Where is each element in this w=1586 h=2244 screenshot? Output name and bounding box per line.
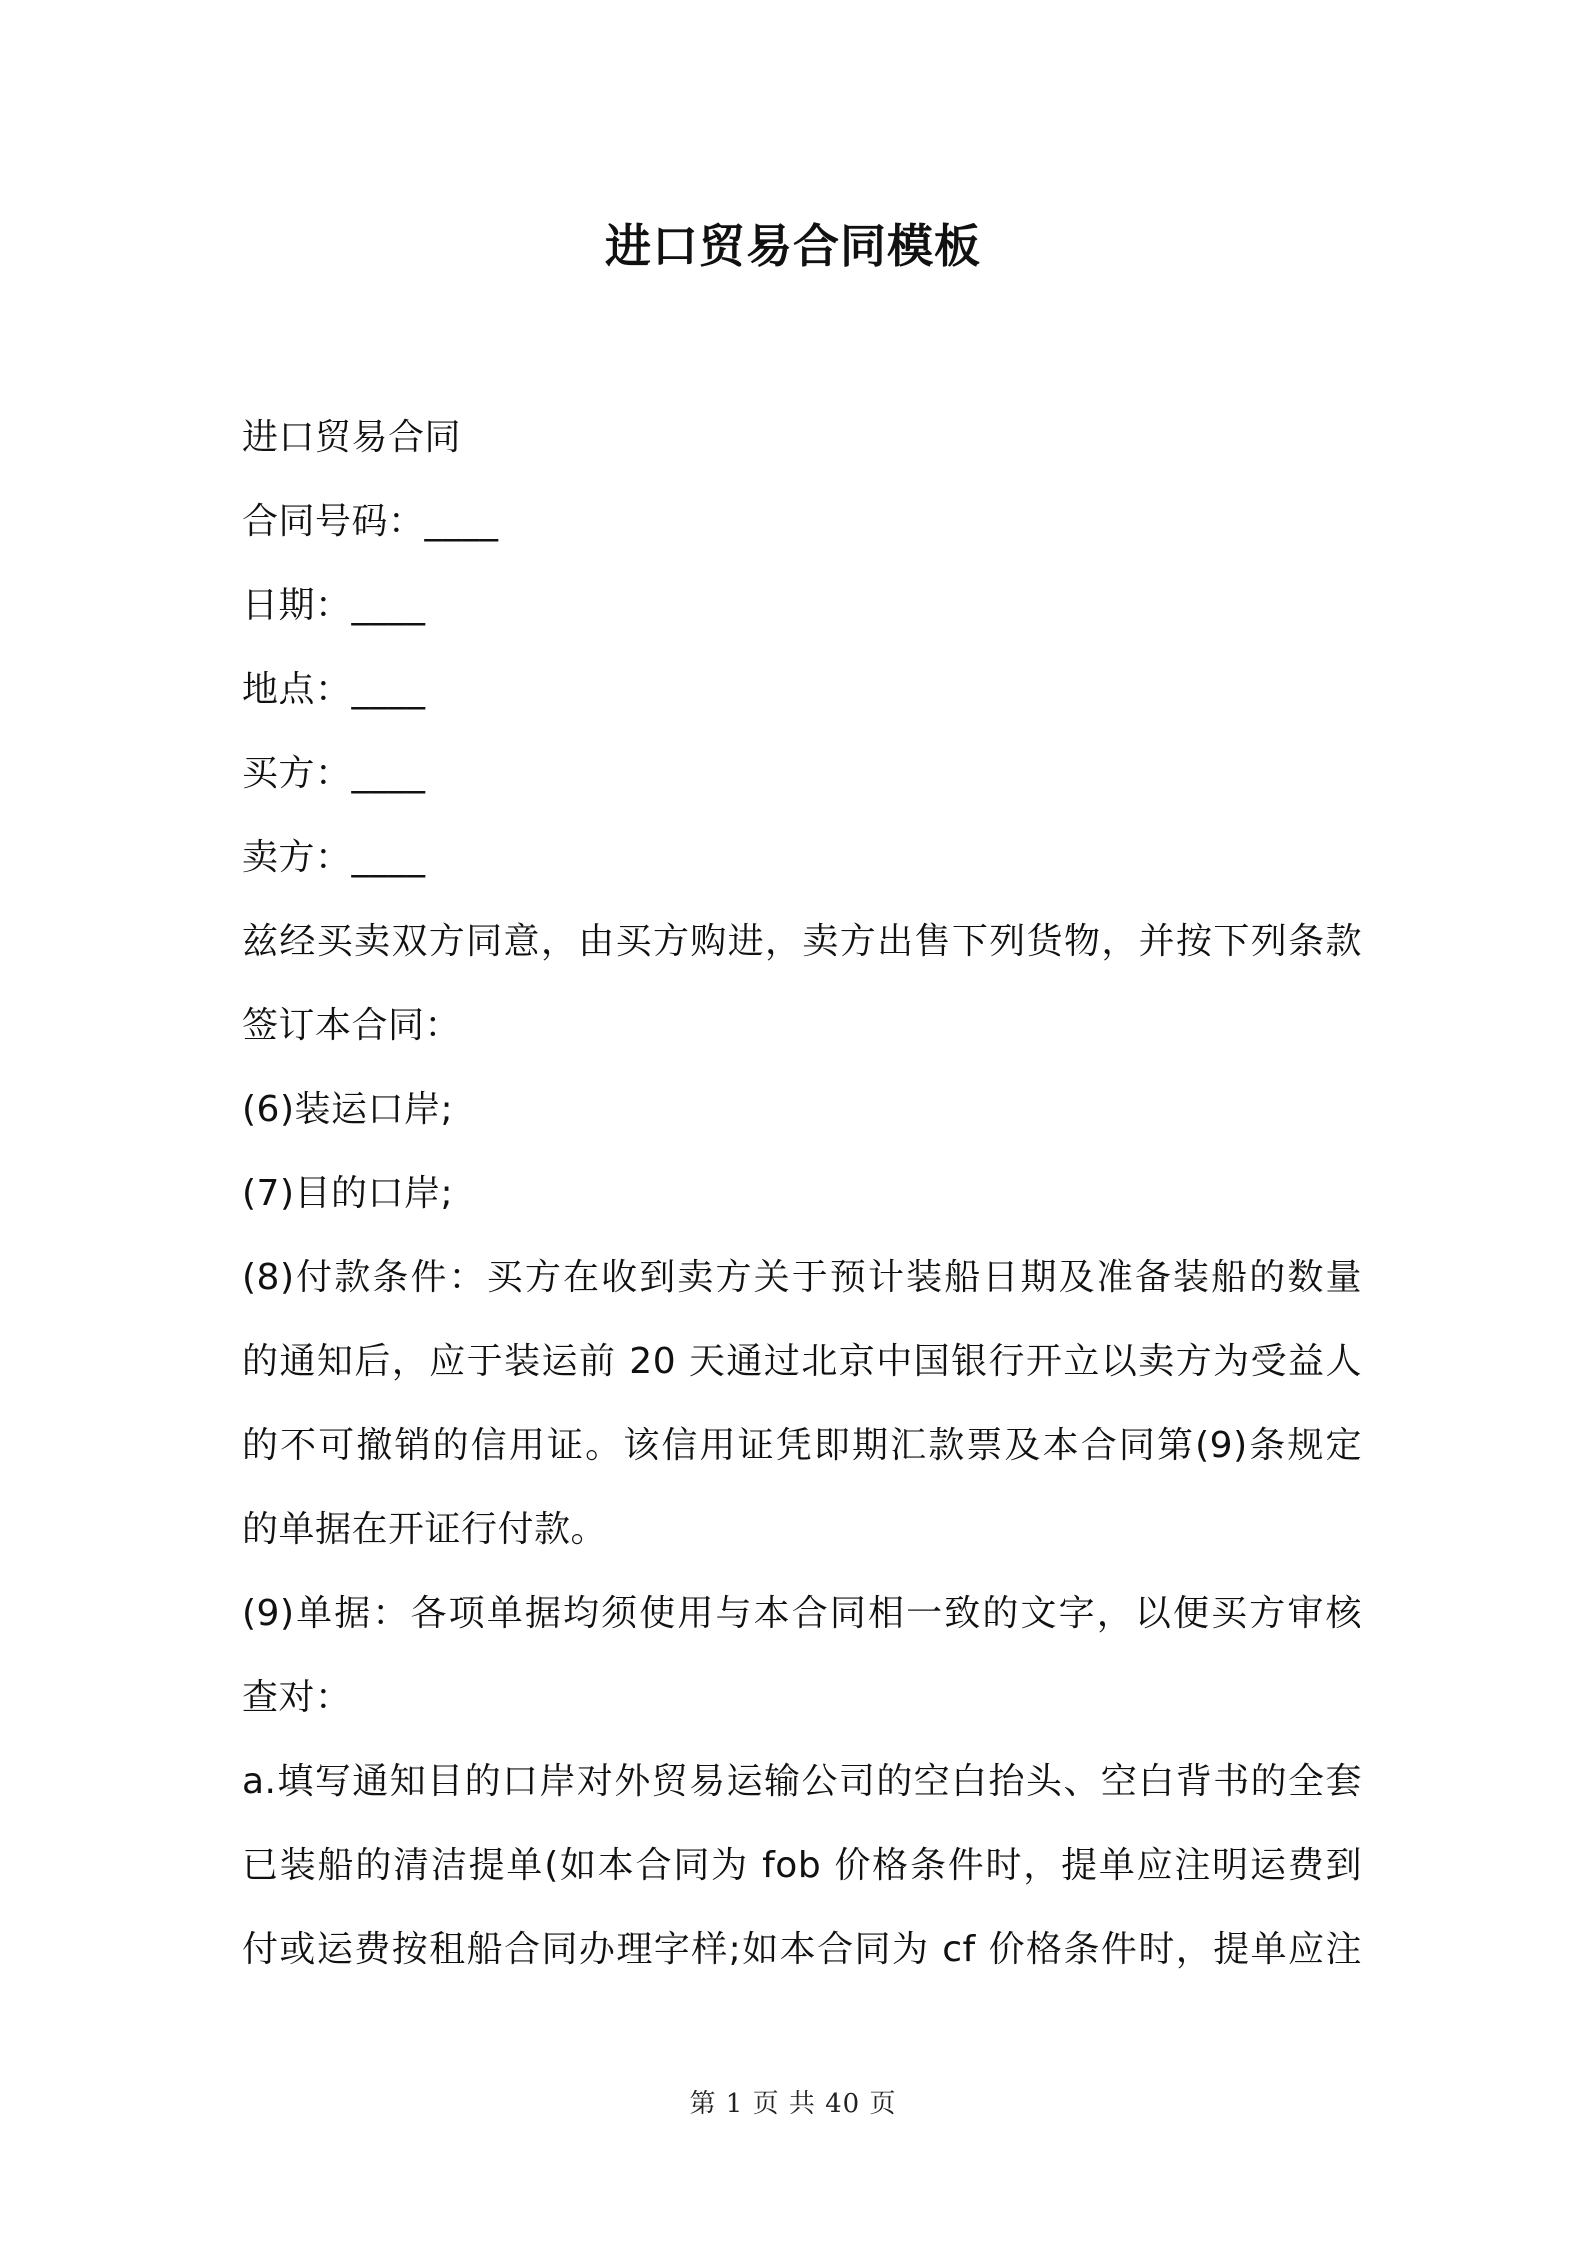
body-line: 的不可撤销的信用证。该信用证凭即期汇款票及本合同第(9)条规定 xyxy=(242,1425,1362,1466)
document-body xyxy=(242,396,1362,1992)
body-line: 买方：____ xyxy=(242,753,426,794)
body-line: (9)单据：各项单据均须使用与本合同相一致的文字，以便买方审核 xyxy=(242,1593,1362,1634)
body-line: 卖方：____ xyxy=(242,837,426,878)
body-line: a.填写通知目的口岸对外贸易运输公司的空白抬头、空白背书的全套 xyxy=(242,1761,1362,1802)
body-line: 查对： xyxy=(242,1677,352,1718)
document-title: 进口贸易合同模板 xyxy=(605,219,981,273)
page-number-footer: 第 1 页 共 40 页 xyxy=(689,2089,897,2119)
body-line: (8)付款条件：买方在收到卖方关于预计装船日期及准备装船的数量 xyxy=(242,1257,1362,1298)
body-line: 兹经买卖双方同意，由买方购进，卖方出售下列货物，并按下列条款 xyxy=(242,921,1362,962)
body-line: (6)装运口岸; xyxy=(242,1089,454,1130)
body-line: (7)目的口岸; xyxy=(242,1173,454,1214)
body-line: 进口贸易合同 xyxy=(242,417,462,458)
body-line: 已装船的清洁提单(如本合同为 fob 价格条件时，提单应注明运费到 xyxy=(242,1845,1362,1886)
body-line: 付或运费按租船合同办理字样;如本合同为 cf 价格条件时，提单应注 xyxy=(242,1929,1362,1970)
body-line: 合同号码：____ xyxy=(242,501,499,542)
body-line: 地点：____ xyxy=(242,669,426,710)
body-line: 的单据在开证行付款。 xyxy=(242,1509,608,1550)
body-line: 的通知后，应于装运前 20 天通过北京中国银行开立以卖方为受益人 xyxy=(242,1341,1362,1382)
body-line: 签订本合同： xyxy=(242,1005,462,1046)
body-line: 日期：____ xyxy=(242,585,426,626)
